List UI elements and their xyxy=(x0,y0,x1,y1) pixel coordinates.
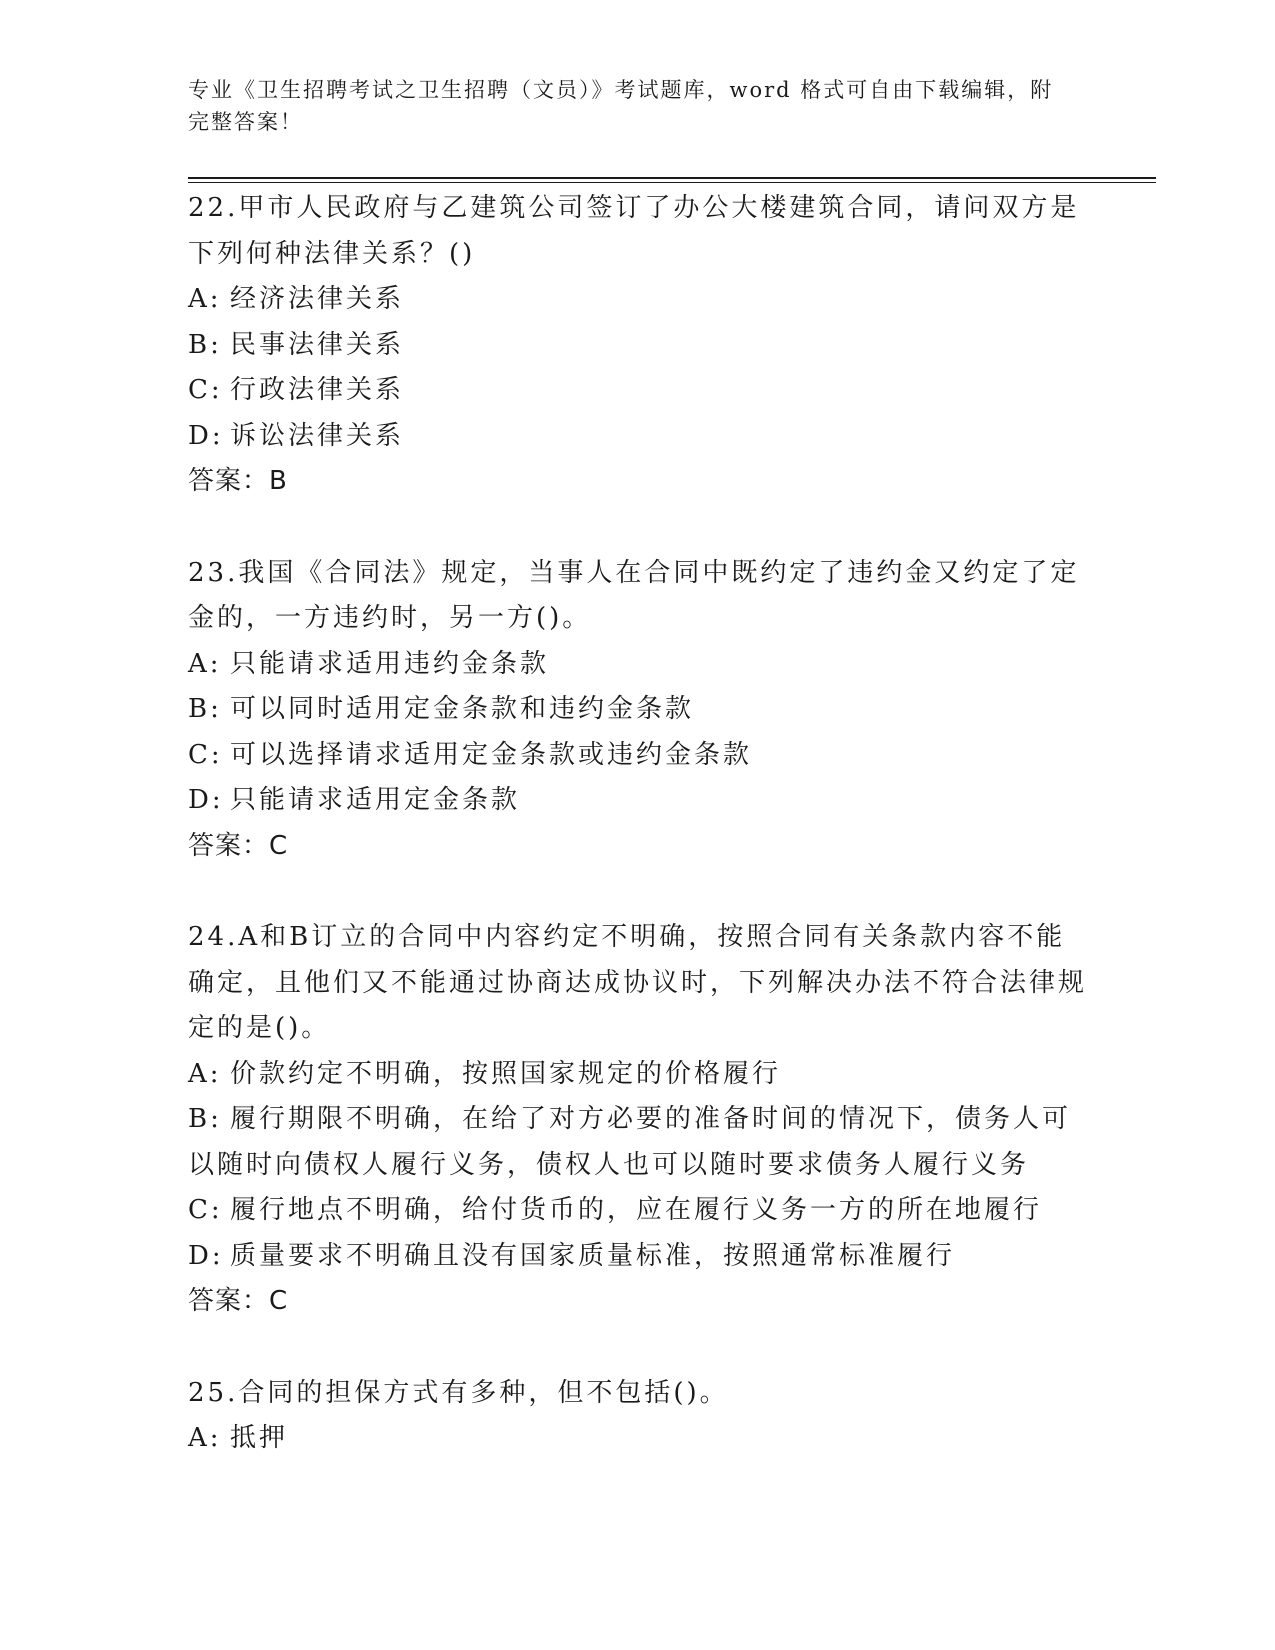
option-d xyxy=(188,1234,1088,1280)
option-key: C: xyxy=(188,375,223,405)
question-25 xyxy=(188,1371,1088,1462)
option-key: A: xyxy=(188,284,222,314)
option-text: 经济法律关系 xyxy=(230,284,405,314)
option-c xyxy=(188,368,1088,414)
option-text: 履行期限不明确，在给了对方必要的准备时间的情况下，债务人可以随时向债权人履行义务，债权人也可以随时要求债务人履行义务 xyxy=(188,1104,1072,1180)
question-list xyxy=(188,186,1088,1508)
option-text: 可以同时适用定金条款和违约金条款 xyxy=(230,694,695,724)
option-text: 民事法律关系 xyxy=(230,329,405,360)
option-text: 质量要求不明确且没有国家质量标准，按照通常标准履行 xyxy=(230,1240,956,1271)
document-intro: 专业《卫生招聘考试之卫生招聘（文员）》考试题库，word 格式可自由下载编辑，附完整答案！ xyxy=(188,78,1054,134)
option-b xyxy=(188,323,1088,369)
option-a xyxy=(188,277,1088,323)
option-text: 价款约定不明确，按照国家规定的价格履行 xyxy=(230,1058,782,1089)
option-a xyxy=(188,1416,1088,1462)
option-text: 抵押 xyxy=(230,1423,289,1453)
option-d xyxy=(188,778,1088,824)
question-24 xyxy=(188,915,1088,1325)
option-key: D: xyxy=(188,420,224,451)
option-key: A: xyxy=(188,1423,222,1453)
option-key: C: xyxy=(188,1195,223,1225)
option-b xyxy=(188,687,1088,733)
question-22 xyxy=(188,186,1088,505)
option-text: 只能请求适用违约金条款 xyxy=(230,648,550,679)
answer-line: 答案：B xyxy=(188,466,288,496)
question-stem: 22.甲市人民政府与乙建筑公司签订了办公大楼建筑合同，请问双方是下列何种法律关系？() xyxy=(188,193,1080,269)
option-key: C: xyxy=(188,739,223,770)
option-d xyxy=(188,414,1088,460)
option-text: 履行地点不明确，给付货币的，应在履行义务一方的所在地履行 xyxy=(230,1195,1043,1225)
option-key: B: xyxy=(188,694,222,724)
option-key: B: xyxy=(188,1104,222,1134)
header-rule-thick xyxy=(188,177,1156,179)
question-stem: 23.我国《合同法》规定，当事人在合同中既约定了违约金又约定了定金的，一方违约时，另一方()。 xyxy=(188,557,1080,633)
option-a xyxy=(188,1052,1088,1098)
answer-line: 答案：C xyxy=(188,830,289,861)
option-key: B: xyxy=(188,329,222,360)
option-key: D: xyxy=(188,785,224,815)
header-rule-thin xyxy=(188,182,1156,183)
option-key: A: xyxy=(188,1058,222,1089)
option-a xyxy=(188,642,1088,688)
option-key: D: xyxy=(188,1240,224,1271)
question-23 xyxy=(188,551,1088,870)
question-stem: 24.A和B订立的合同中内容约定不明确，按照合同有关条款内容不能确定，且他们又不能通过协商达成协议时，下列解决办法不符合法律规定的是()。 xyxy=(188,922,1088,1043)
option-text: 可以选择请求适用定金条款或违约金条款 xyxy=(230,739,753,770)
option-c xyxy=(188,1188,1088,1234)
question-stem: 25.合同的担保方式有多种，但不包括()。 xyxy=(188,1377,729,1408)
option-c xyxy=(188,733,1088,779)
option-b xyxy=(188,1097,1088,1188)
option-key: A: xyxy=(188,648,222,679)
answer-line: 答案：C xyxy=(188,1286,289,1316)
option-text: 只能请求适用定金条款 xyxy=(230,785,521,815)
option-text: 诉讼法律关系 xyxy=(230,420,405,451)
option-text: 行政法律关系 xyxy=(230,375,405,405)
